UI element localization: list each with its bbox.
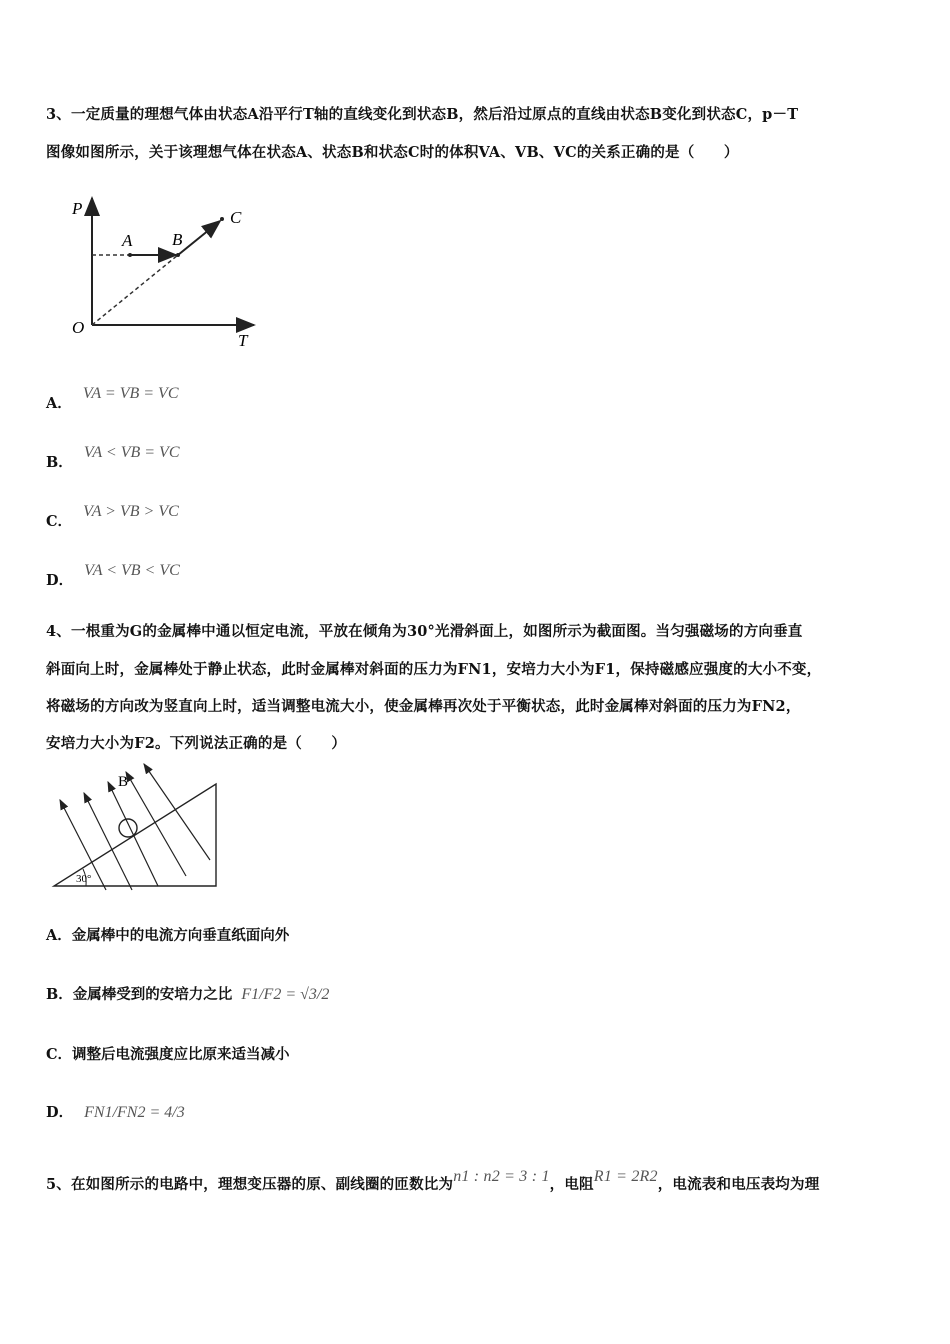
option-label: B．	[46, 986, 73, 1003]
q4-option-c[interactable]	[46, 1043, 290, 1064]
option-label: D．	[46, 1104, 74, 1121]
field-label: B	[118, 774, 129, 790]
q4-option-b[interactable]	[46, 983, 329, 1004]
q3-option-b[interactable]	[46, 444, 180, 472]
q4-stem-line-3: 将磁场的方向改为竖直向上时，适当调整电流大小，使金属棒再次处于平衡状态，此时金属棒对斜面的压力为FN2，	[46, 698, 801, 715]
point-a-dot	[128, 253, 132, 257]
incline-figure	[46, 760, 226, 895]
q5-text-part-1: 5、在如图所示的电路中，理想变压器的原、副线圈的匝数比为	[46, 1176, 454, 1193]
q4-option-d[interactable]	[46, 1101, 185, 1122]
option-label: D．	[46, 572, 74, 589]
turns-ratio-expr: n1 : n2 = 3 : 1	[453, 1168, 550, 1185]
y-axis-label: P	[72, 199, 83, 218]
option-label: C．	[46, 513, 73, 530]
q3-stem-line-2: 图像如图所示，关于该理想气体在状态A、状态B和状态C时的体积VA、VB、VC的关系正确的是（ ）	[46, 144, 739, 161]
point-b-dot	[176, 253, 180, 257]
point-c-dot	[220, 217, 224, 221]
bc-segment	[178, 221, 220, 255]
option-expr: F1/F2 = √3/2	[241, 986, 330, 1003]
origin-label: O	[72, 318, 85, 337]
option-expr: VA = VB = VC	[82, 385, 179, 402]
pt-graph	[62, 190, 262, 355]
option-text: 金属棒受到的安培力之比	[72, 986, 233, 1003]
angle-label: 30°	[76, 873, 92, 885]
q3-option-c[interactable]	[46, 503, 179, 531]
option-label: A．	[46, 927, 72, 944]
q3-option-d[interactable]	[46, 562, 180, 590]
q3-option-a[interactable]	[46, 385, 179, 413]
point-b-label: B	[172, 230, 183, 249]
field-line	[108, 782, 158, 886]
x-axis-label: T	[238, 331, 248, 350]
metal-rod	[119, 819, 137, 837]
option-label: C．	[46, 1046, 73, 1063]
option-label: B．	[46, 454, 73, 471]
q4-stem-line-1: 4、一根重为G的金属棒中通以恒定电流，平放在倾角为30°光滑斜面上，如图所示为截面图。当匀强磁场的方向垂直	[46, 623, 803, 640]
option-expr: VA < VB < VC	[84, 562, 180, 579]
option-label: A．	[46, 395, 72, 412]
point-a-label: A	[122, 231, 133, 250]
q5-text-part-2: ，电阻	[549, 1176, 594, 1193]
q4-stem-line-4: 安培力大小为F2。下列说法正确的是（ ）	[46, 735, 347, 752]
q5-text-part-3: ，电流表和电压表均为理	[657, 1176, 820, 1193]
option-expr: VA < VB = VC	[83, 444, 180, 461]
option-expr: VA > VB > VC	[83, 503, 179, 520]
q5-stem-line-1	[46, 1168, 820, 1194]
dashed-origin-line	[92, 255, 178, 325]
q4-option-a[interactable]	[46, 924, 289, 945]
q4-stem-line-2: 斜面向上时，金属棒处于静止状态，此时金属棒对斜面的压力为FN1，安培力大小为F1，保持磁感应强度的大小不变，	[46, 661, 822, 678]
option-text: 金属棒中的电流方向垂直纸面向外	[71, 927, 290, 944]
field-line	[144, 764, 210, 860]
option-text: 调整后电流强度应比原来适当减小	[72, 1046, 290, 1063]
q3-stem-line-1: 3、一定质量的理想气体由状态A沿平行T轴的直线变化到状态B，然后沿过原点的直线由状态B变化到状态C，p－T	[46, 106, 799, 123]
option-expr: FN1/FN2 = 4/3	[84, 1104, 185, 1121]
resistor-relation-expr: R1 = 2R2	[593, 1168, 658, 1185]
point-c-label: C	[230, 208, 242, 227]
